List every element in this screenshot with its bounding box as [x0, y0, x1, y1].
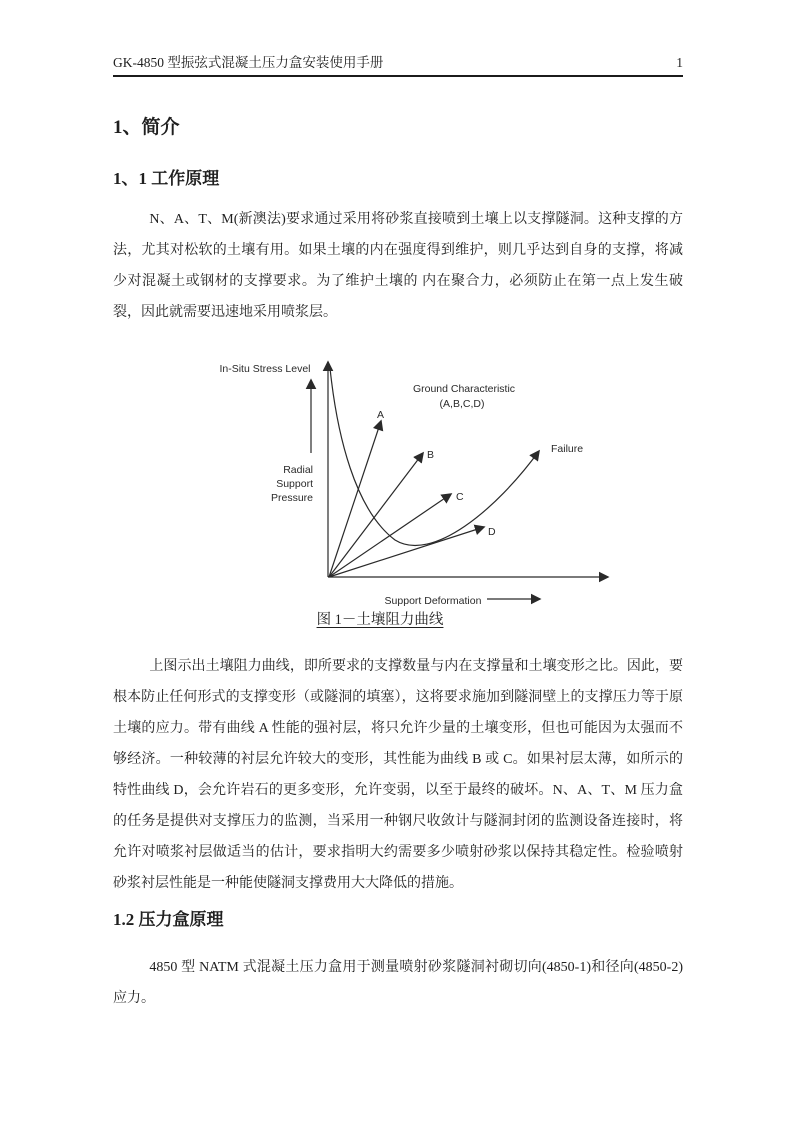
- section-pressure-cell-heading: 1.2 压力盒原理: [113, 910, 224, 929]
- curve-a-label: A: [377, 409, 385, 421]
- paragraph-figure-discussion: 上图示出土壤阻力曲线，即所要求的支撑数量与内在支撑量和土壤变形之比。因此，要根本防止任何形式的支撑变形（或隧洞的填塞），这将要求施加到隧洞壁上的支撑压力等于原土壤的应力。带有曲线 A 性能的强衬层，将只允许少量的土壤变形，但也可能因为太强而不够经济。一种较薄的衬层允许较大的变形，其性能为曲线 B 或 C。如果衬层太薄，如所示的特性曲线 D，会允许岩石的更多变形，允许变弱，以至于最终的破坏。N、A、T、M 压力盒的任务是提供对支撑压力的监测，当采用一种钢尺收敛计与隧洞封闭的监测设备连接时，将允许对喷浆衬层做适当的估计，要求指明大约需要多少喷射砂浆以保持其稳定性。检验喷射砂浆衬层性能是一种能使隧洞支撑费用大大降低的措施。: [113, 659, 683, 891]
- figure-soil-resistance: [180, 350, 640, 612]
- y-axis-label: In-Situ Stress Level: [219, 363, 311, 375]
- section-intro-heading: 1、简介: [113, 117, 180, 138]
- header-page-number: 1: [676, 55, 683, 70]
- curve-b: [329, 453, 423, 577]
- paragraph-pressure-cell: 4850 型 NATM 式混凝土压力盒用于测量喷射砂浆隧洞衬砌切向(4850-1)和径向(4850-2)应力。: [113, 960, 683, 1006]
- header-title: GK-4850 型振弦式混凝土压力盒安装使用手册: [113, 55, 384, 70]
- ground-characteristic-sublabel: (A,B,C,D): [439, 398, 485, 410]
- radial-label-line2: Support: [276, 478, 313, 490]
- ground-characteristic-label: Ground Characteristic: [412, 383, 516, 395]
- curve-c-label: C: [456, 491, 464, 503]
- radial-label-line1: Radial: [283, 464, 313, 476]
- radial-label-line3: Pressure: [270, 492, 313, 504]
- failure-label: Failure: [551, 443, 584, 455]
- curve-a: [329, 421, 381, 577]
- paragraph-working-principle: N、A、T、M(新澳法)要求通过采用将砂浆直接喷到土壤上以支撑隧洞。这种支撑的方法，尤其对松软的土壤有用。如果土壤的内在强度得到维护，则几乎达到自身的支撑，将减少对混凝土或钢材的支撑要求。为了维护土壤的 内在聚合力，必须防止在第一点上发生破裂，因此就需要迅速地采用喷浆层。: [113, 212, 683, 320]
- section-working-principle-heading: 1、1 工作原理: [113, 169, 220, 188]
- x-axis-label: Support Deformation: [384, 595, 482, 607]
- figure-caption: 图 1－土壤阻力曲线: [316, 612, 444, 628]
- page-header: [113, 51, 683, 77]
- soil-resistance-chart: [180, 350, 640, 612]
- curve-d: [329, 527, 484, 577]
- curve-b-label: B: [427, 449, 435, 461]
- curve-d-label: D: [488, 526, 496, 538]
